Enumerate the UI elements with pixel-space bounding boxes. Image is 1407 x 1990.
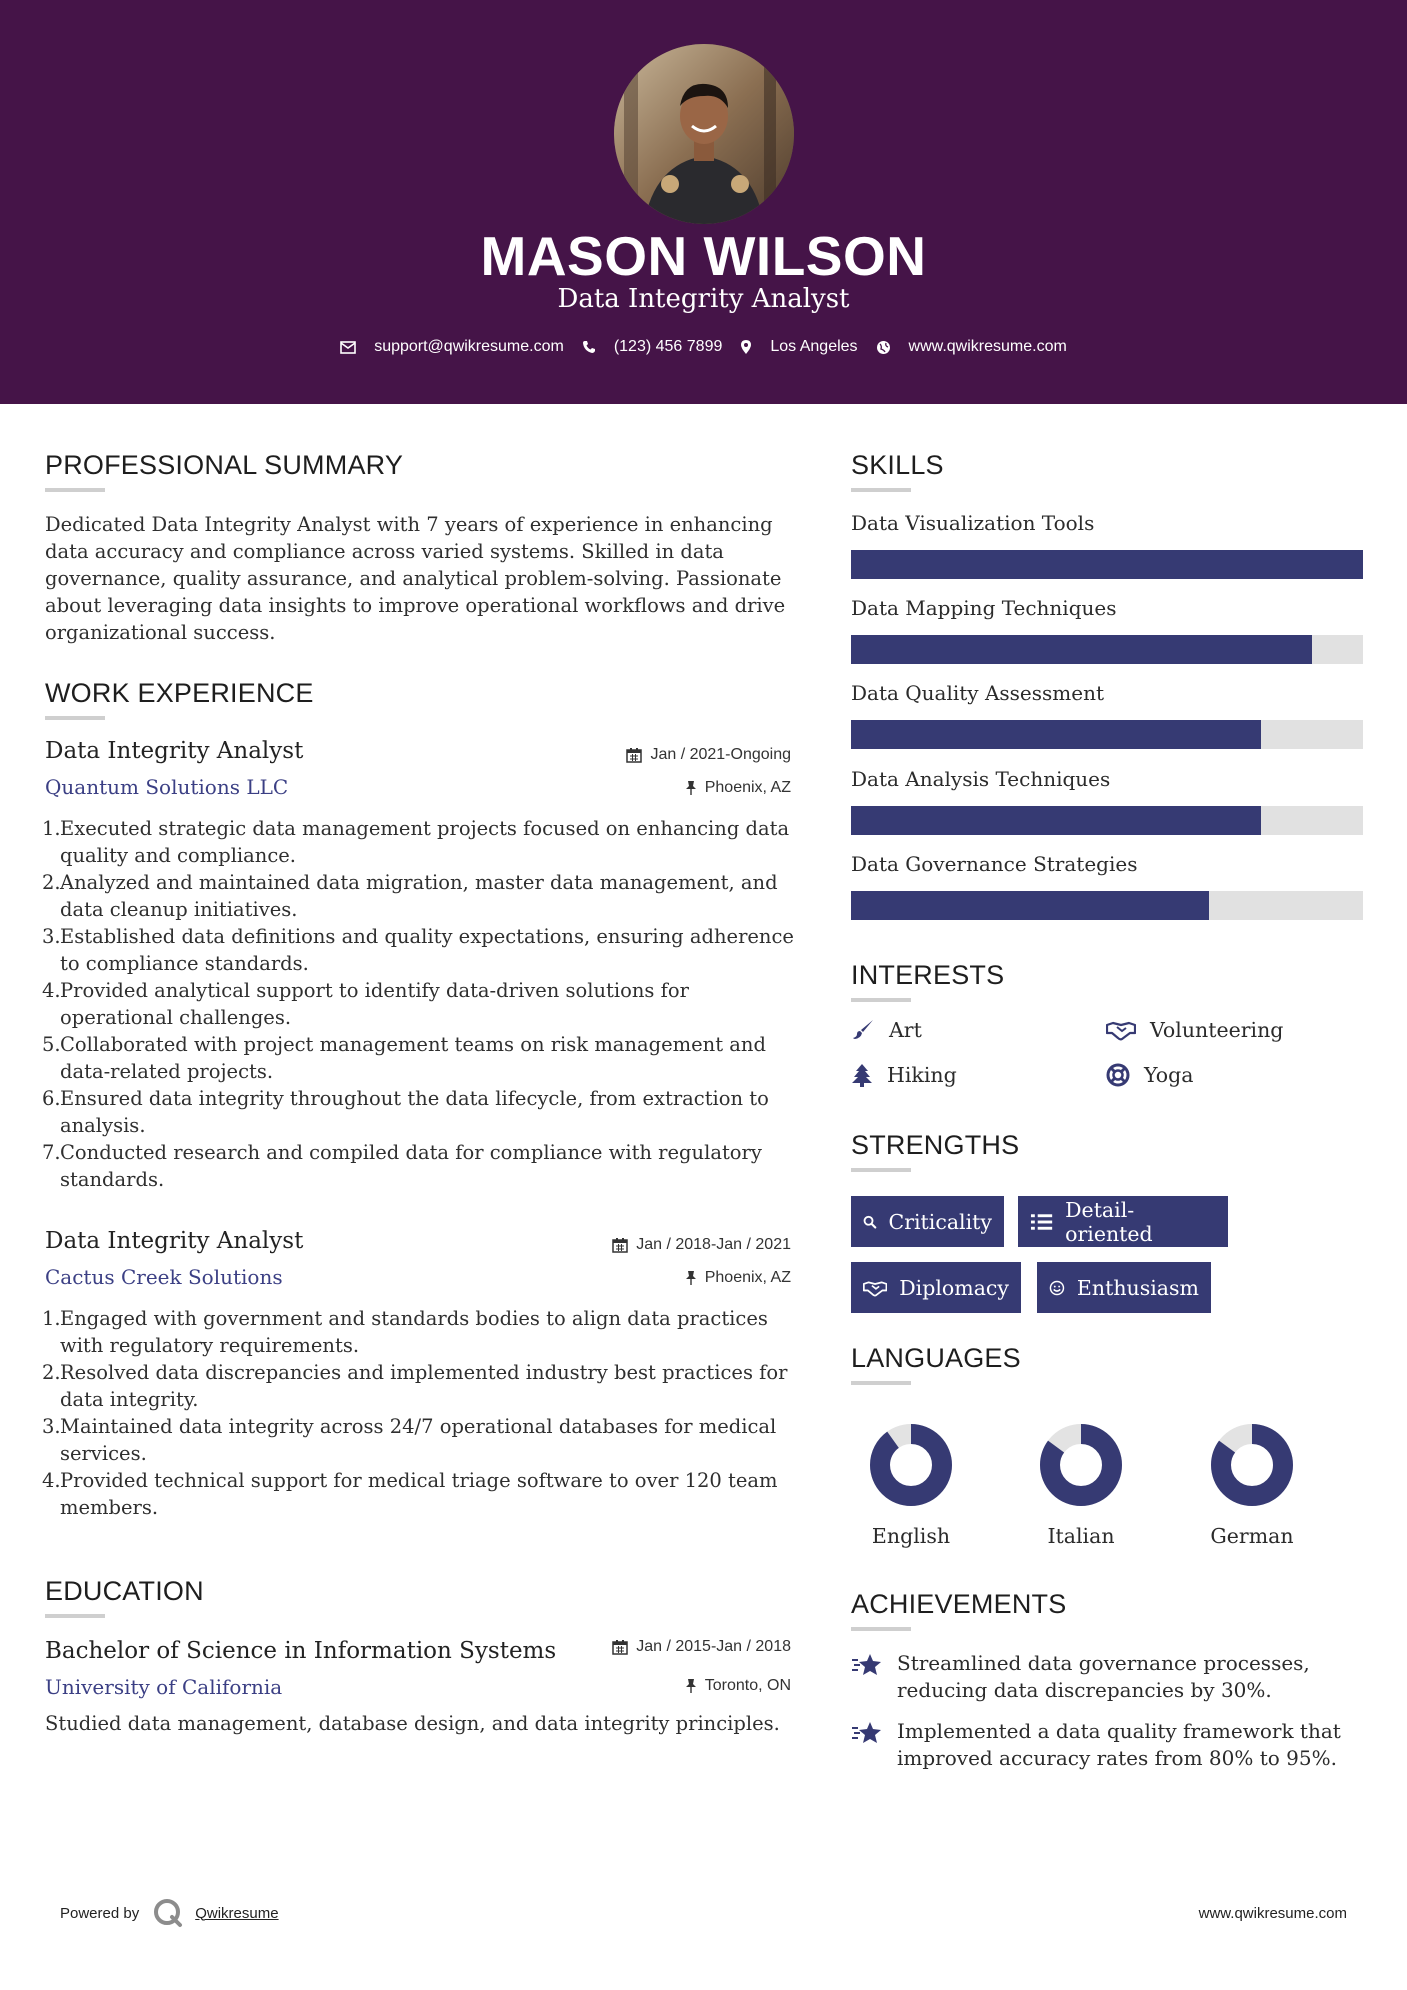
interest-item: [1106, 1063, 1193, 1087]
calendar-icon: [612, 1237, 628, 1253]
contact-bar: [0, 338, 1407, 356]
section-rule: [45, 1614, 105, 1618]
interest-item: [1106, 1018, 1283, 1042]
section-rule: [851, 488, 911, 492]
calendar-icon: [626, 747, 642, 763]
contact-website[interactable]: [876, 338, 1067, 356]
footer-powered-by: [60, 1896, 279, 1930]
section-rule: [45, 716, 105, 720]
achievement-text: Streamlined data governance processes, reducing data discrepancies by 30%.: [897, 1651, 1310, 1702]
map-pin-icon: [740, 339, 752, 355]
email-text: support@qwikresume.com: [374, 338, 564, 355]
candidate-title: Data Integrity Analyst: [557, 284, 850, 314]
skill-bar-fill: [851, 550, 1363, 579]
list-item: 2. Analyzed and maintained data migration, master data management, and data cleanup initiatives.: [42, 871, 778, 921]
strength-label: Detail-oriented: [1065, 1197, 1153, 1246]
section-rule: [851, 1627, 911, 1631]
website-text: www.qwikresume.com: [908, 338, 1067, 355]
paintbrush-icon: [851, 1018, 875, 1042]
strength-label: Criticality: [888, 1209, 992, 1234]
calendar-icon: [612, 1639, 628, 1655]
school-name: University of California: [45, 1675, 283, 1699]
summary-heading: PROFESSIONAL SUMMARY: [45, 450, 404, 480]
education-dates: [612, 1638, 791, 1656]
education-description: Studied data management, database design, and data integrity principles.: [45, 1712, 780, 1735]
job-location: [685, 1269, 791, 1287]
job-responsibilities: [40, 815, 800, 1193]
list-item: 1. Executed strategic data management projects focused on enhancing data quality and compliance.: [42, 817, 790, 867]
skill-bar-fill: [851, 806, 1261, 835]
job-company: Quantum Solutions LLC: [45, 775, 289, 799]
job-dates-text: Jan / 2018-Jan / 2021: [636, 1236, 791, 1253]
education-location-text: Toronto, ON: [704, 1677, 791, 1694]
contact-email[interactable]: [340, 338, 564, 356]
language-donut: [1207, 1420, 1297, 1510]
list-item: 6. Ensured data integrity throughout the data lifecycle, from extraction to analysis.: [42, 1087, 769, 1137]
language-item: [856, 1420, 966, 1548]
list-item: 4. Provided analytical support to identify data-driven solutions for operational challenges.: [42, 979, 689, 1029]
language-name: Italian: [1047, 1524, 1115, 1548]
job-company: Cactus Creek Solutions: [45, 1265, 283, 1289]
strength-label: Diplomacy: [899, 1275, 1009, 1300]
education-dates-text: Jan / 2015-Jan / 2018: [636, 1638, 791, 1655]
qwikresume-logo-icon: [151, 1896, 185, 1930]
skill-bar-fill: [851, 891, 1209, 920]
list-icon: [1030, 1212, 1053, 1232]
candidate-name: MASON WILSON: [480, 225, 927, 287]
list-item: 1. Engaged with government and standards bodies to align data practices with regulatory requirements.: [42, 1307, 768, 1357]
summary-text: [45, 511, 805, 646]
skill-bar: [851, 550, 1363, 579]
contact-location: [740, 338, 857, 356]
handshake-icon: [863, 1277, 887, 1299]
job-location-text: Phoenix, AZ: [704, 779, 791, 796]
experience-heading: WORK EXPERIENCE: [45, 678, 314, 708]
job-location: [685, 779, 791, 797]
achievements-heading: ACHIEVEMENTS: [851, 1589, 1067, 1619]
donut-fill: [880, 1434, 942, 1496]
footer-website[interactable]: www.qwikresume.com: [1198, 1905, 1347, 1922]
pushpin-icon: [685, 1270, 697, 1286]
avatar: [614, 44, 794, 224]
skill-label: Data Analysis Techniques: [851, 767, 1111, 791]
skill-label: Data Mapping Techniques: [851, 596, 1117, 620]
language-name: English: [871, 1524, 951, 1548]
list-item: 4. Provided technical support for medical triage software to over 120 team members.: [42, 1469, 778, 1519]
shooting-star-icon: [851, 1720, 883, 1746]
job-responsibilities: [40, 1305, 800, 1521]
skill-bar: [851, 806, 1363, 835]
list-item: 3. Maintained data integrity across 24/7 operational databases for medical services.: [42, 1415, 777, 1465]
strength-label: Enthusiasm: [1076, 1275, 1199, 1300]
envelope-icon: [340, 341, 356, 354]
summary-line: about leveraging data insights to improve operational workflows and drive: [45, 594, 786, 617]
contact-phone[interactable]: [582, 338, 723, 356]
lifebuoy-icon: [1106, 1063, 1130, 1087]
summary-line: governance, quality assurance, and analytical problem-solving. Passionate: [45, 567, 782, 590]
interests-heading: INTERESTS: [851, 960, 1005, 990]
phone-text: (123) 456 7899: [613, 338, 723, 355]
search-icon: [863, 1211, 877, 1233]
summary-line: organizational success.: [45, 621, 276, 644]
job-title: Data Integrity Analyst: [45, 1228, 304, 1254]
profile-photo: [614, 44, 794, 224]
location-text: Los Angeles: [770, 338, 858, 355]
interest-label: Hiking: [887, 1063, 957, 1087]
interest-label: Yoga: [1144, 1063, 1194, 1087]
summary-line: data accuracy and compliance across varied systems. Skilled in data: [45, 540, 724, 563]
strength-chip: [1018, 1196, 1228, 1247]
resume-header: [0, 0, 1407, 404]
skill-label: Data Governance Strategies: [851, 852, 1138, 876]
skill-bar: [851, 635, 1363, 664]
language-donut: [1036, 1420, 1126, 1510]
list-item: 3. Established data definitions and quality expectations, ensuring adherence to compliance standards.: [42, 925, 794, 975]
education-heading: EDUCATION: [45, 1576, 204, 1606]
interest-label: Volunteering: [1150, 1018, 1284, 1042]
languages-heading: LANGUAGES: [851, 1343, 1021, 1373]
interest-item: [851, 1018, 922, 1042]
job-location-text: Phoenix, AZ: [704, 1269, 791, 1286]
skill-bar-fill: [851, 720, 1261, 749]
handshake-icon: [1106, 1019, 1136, 1041]
list-item: 5. Collaborated with project management teams on risk management and data-related projects.: [42, 1033, 766, 1083]
job-title: Data Integrity Analyst: [45, 738, 304, 764]
section-rule: [851, 998, 911, 1002]
strengths-heading: STRENGTHS: [851, 1130, 1020, 1160]
achievement-item: [851, 1650, 1351, 1704]
list-item: 7. Conducted research and compiled data for compliance with regulatory standards.: [42, 1141, 762, 1191]
phone-icon: [582, 340, 596, 354]
skill-label: Data Visualization Tools: [851, 511, 1095, 535]
section-rule: [851, 1168, 911, 1172]
language-name: German: [1210, 1524, 1294, 1548]
degree-title: Bachelor of Science in Information Systems: [45, 1638, 557, 1664]
achievement-item: [851, 1718, 1351, 1772]
skills-heading: SKILLS: [851, 450, 944, 480]
list-item: 2. Resolved data discrepancies and implemented industry best practices for data integrity.: [42, 1361, 788, 1411]
pushpin-icon: [685, 780, 697, 796]
tree-icon: [851, 1063, 873, 1087]
language-item: [1197, 1420, 1307, 1548]
job-dates-text: Jan / 2021-Ongoing: [650, 746, 791, 763]
language-item: [1026, 1420, 1136, 1548]
interest-item: [851, 1063, 957, 1087]
language-donut: [866, 1420, 956, 1510]
job-dates: [612, 1236, 791, 1254]
shooting-star-icon: [851, 1652, 883, 1678]
skill-bar: [851, 720, 1363, 749]
strength-chip: [1037, 1262, 1211, 1313]
summary-line: Dedicated Data Integrity Analyst with 7 years of experience in enhancing: [45, 513, 773, 536]
job-dates: [626, 746, 791, 764]
education-location: [685, 1677, 791, 1695]
strength-chip: [851, 1262, 1021, 1313]
skill-bar-fill: [851, 635, 1312, 664]
smile-icon: [1049, 1277, 1065, 1299]
pushpin-icon: [685, 1678, 697, 1694]
section-rule: [45, 488, 105, 492]
brand-link[interactable]: Qwikresume: [195, 1904, 279, 1922]
skill-bar: [851, 891, 1363, 920]
skill-label: Data Quality Assessment: [851, 681, 1105, 705]
powered-by-text: Powered by: [60, 1904, 140, 1922]
section-rule: [851, 1381, 911, 1385]
achievement-text: Implemented a data quality framework that improved accuracy rates from 80% to 95%.: [897, 1719, 1341, 1770]
globe-icon: [876, 340, 891, 355]
interest-label: Art: [889, 1018, 922, 1042]
strength-chip: [851, 1196, 1004, 1247]
